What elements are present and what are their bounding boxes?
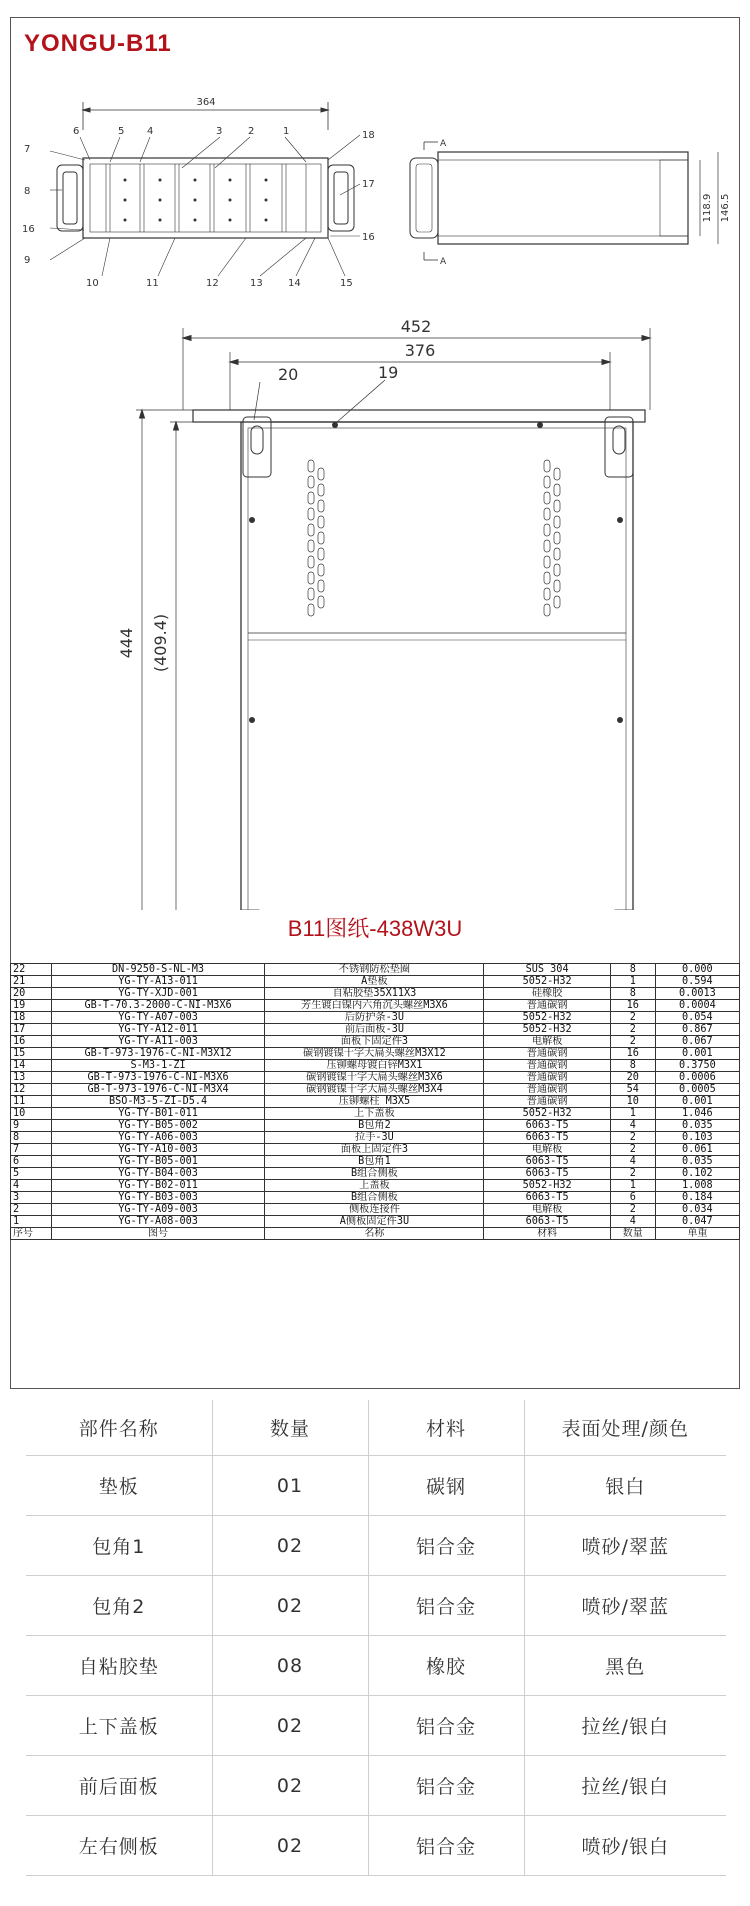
bom-header-weight: 单重	[655, 1228, 739, 1240]
bom-cell-code: YG-TY-XJD-001	[51, 988, 265, 1000]
spec-row	[26, 1456, 726, 1516]
bom-cell-qty: 1	[610, 1108, 655, 1120]
bom-row	[11, 1048, 740, 1060]
balloon-4: 4	[147, 126, 154, 137]
bom-cell-code: YG-TY-B04-003	[51, 1168, 265, 1180]
balloon-12: 12	[206, 278, 219, 289]
bom-cell-weight: 0.184	[655, 1192, 739, 1204]
bom-cell-no: 3	[11, 1192, 52, 1204]
spec-cell-qty: 08	[212, 1636, 368, 1696]
spec-cell-part: 前后面板	[26, 1756, 212, 1816]
bom-cell-qty: 1	[610, 976, 655, 988]
bom-cell-code: GB-T-973-1976-C-NI-M3X6	[51, 1072, 265, 1084]
bom-cell-material: 5052-H32	[484, 1108, 610, 1120]
balloon-6: 6	[73, 126, 80, 137]
bom-cell-qty: 2	[610, 1144, 655, 1156]
bom-cell-code: YG-TY-A12-011	[51, 1024, 265, 1036]
bom-cell-name: 压铆螺柱 M3X5	[265, 1096, 484, 1108]
bom-row	[11, 1204, 740, 1216]
bom-cell-qty: 10	[610, 1096, 655, 1108]
bom-cell-weight: 0.034	[655, 1204, 739, 1216]
spec-cell-qty: 01	[212, 1456, 368, 1516]
bom-cell-material: 6063-T5	[484, 1132, 610, 1144]
dim-outer-width: 452	[400, 317, 432, 336]
bom-cell-weight: 0.035	[655, 1156, 739, 1168]
bom-cell-weight: 0.0005	[655, 1084, 739, 1096]
bom-cell-qty: 20	[610, 1072, 655, 1084]
plan-view	[117, 317, 682, 910]
bom-cell-code: GB-T-973-1976-C-NI-M3X4	[51, 1084, 265, 1096]
spec-row	[26, 1696, 726, 1756]
bom-cell-qty: 54	[610, 1084, 655, 1096]
bom-header-qty: 数量	[610, 1228, 655, 1240]
bom-cell-code: YG-TY-B01-011	[51, 1108, 265, 1120]
top-view	[22, 97, 375, 289]
bom-cell-material: 6063-T5	[484, 1120, 610, 1132]
bom-row	[11, 1036, 740, 1048]
bom-row	[11, 1108, 740, 1120]
bom-cell-qty: 16	[610, 1000, 655, 1012]
bom-cell-no: 16	[11, 1036, 52, 1048]
bom-cell-weight: 0.035	[655, 1120, 739, 1132]
bom-cell-material: 6063-T5	[484, 1192, 610, 1204]
bom-header-name: 名称	[265, 1228, 484, 1240]
bom-row	[11, 1012, 740, 1024]
bom-cell-name: 不锈钢防松垫圈	[265, 964, 484, 976]
bom-cell-code: YG-TY-A10-003	[51, 1144, 265, 1156]
bom-cell-no: 5	[11, 1168, 52, 1180]
spec-cell-finish: 拉丝/银白	[524, 1696, 726, 1756]
bom-cell-no: 11	[11, 1096, 52, 1108]
bom-cell-no: 2	[11, 1204, 52, 1216]
drawing-caption: B11图纸-438W3U	[287, 916, 463, 941]
balloon-13: 13	[250, 278, 263, 289]
balloon-11: 11	[146, 278, 159, 289]
bom-cell-qty: 2	[610, 1036, 655, 1048]
bom-cell-material: 5052-H32	[484, 1024, 610, 1036]
bom-cell-material: 普通碳钢	[484, 1096, 610, 1108]
bom-cell-no: 18	[11, 1012, 52, 1024]
bom-cell-no: 4	[11, 1180, 52, 1192]
spec-cell-finish: 喷砂/翠蓝	[524, 1576, 726, 1636]
spec-cell-finish: 拉丝/银白	[524, 1756, 726, 1816]
balloon-2: 2	[248, 126, 255, 137]
bom-cell-weight: 0.0013	[655, 988, 739, 1000]
bom-cell-no: 9	[11, 1120, 52, 1132]
balloon-16b: 16	[362, 232, 375, 243]
spec-cell-material: 铝合金	[368, 1756, 524, 1816]
section-mark-top: A	[440, 139, 447, 149]
bom-cell-name: 碳钢镀镍十字大扁头螺丝M3X6	[265, 1072, 484, 1084]
spec-cell-part: 垫板	[26, 1456, 212, 1516]
bom-row	[11, 1096, 740, 1108]
spec-cell-part: 包角2	[26, 1576, 212, 1636]
spec-cell-qty: 02	[212, 1516, 368, 1576]
bom-cell-no: 21	[11, 976, 52, 988]
bom-cell-material: 普通碳钢	[484, 1072, 610, 1084]
bom-cell-qty: 2	[610, 1168, 655, 1180]
bom-cell-weight: 0.0006	[655, 1072, 739, 1084]
bom-cell-code: YG-TY-A11-003	[51, 1036, 265, 1048]
bom-cell-material: 5052-H32	[484, 976, 610, 988]
bom-row	[11, 964, 740, 976]
spec-header-qty: 数量	[212, 1400, 368, 1456]
spec-cell-material: 铝合金	[368, 1576, 524, 1636]
spec-cell-material: 碳钢	[368, 1456, 524, 1516]
spec-cell-finish: 喷砂/银白	[524, 1816, 726, 1876]
bom-row	[11, 988, 740, 1000]
spec-header-material: 材料	[368, 1400, 524, 1456]
bom-cell-weight: 0.000	[655, 964, 739, 976]
dim-side-height-b: 146.5	[720, 193, 731, 223]
bom-row	[11, 1216, 740, 1228]
bom-cell-name: 芳生镀白镍内六角沉头螺丝M3X6	[265, 1000, 484, 1012]
bom-cell-qty: 8	[610, 1060, 655, 1072]
bom-cell-material: 6063-T5	[484, 1156, 610, 1168]
balloon-15: 15	[340, 278, 353, 289]
bom-cell-material: 6063-T5	[484, 1216, 610, 1228]
bom-cell-no: 7	[11, 1144, 52, 1156]
bom-cell-name: 前后面板-3U	[265, 1024, 484, 1036]
bom-cell-no: 22	[11, 964, 52, 976]
bom-cell-code: YG-TY-A09-003	[51, 1204, 265, 1216]
spec-cell-part: 左右侧板	[26, 1816, 212, 1876]
bom-cell-name: A垫板	[265, 976, 484, 988]
bom-cell-material: 普通碳钢	[484, 1048, 610, 1060]
balloon-16a: 16	[22, 224, 35, 235]
bom-cell-code: GB-T-70.3-2000-C-NI-M3X6	[51, 1000, 265, 1012]
bom-cell-code: S-M3-1-ZI	[51, 1060, 265, 1072]
side-view	[410, 139, 731, 267]
spec-header-finish: 表面处理/颜色	[524, 1400, 726, 1456]
bom-cell-material: 普通碳钢	[484, 1000, 610, 1012]
balloon-10: 10	[86, 278, 99, 289]
bom-cell-name: 面板上固定件3	[265, 1144, 484, 1156]
bom-cell-name: 侧板连接件	[265, 1204, 484, 1216]
bom-row	[11, 1132, 740, 1144]
bom-header-no: 序号	[11, 1228, 52, 1240]
bom-cell-weight: 0.0004	[655, 1000, 739, 1012]
balloon-14: 14	[288, 278, 301, 289]
bom-cell-material: 硅橡胶	[484, 988, 610, 1000]
bom-header-material: 材料	[484, 1228, 610, 1240]
bom-cell-weight: 0.067	[655, 1036, 739, 1048]
spec-cell-qty: 02	[212, 1756, 368, 1816]
bom-cell-no: 19	[11, 1000, 52, 1012]
bom-cell-qty: 4	[610, 1216, 655, 1228]
vent-slots-right	[544, 460, 560, 616]
bom-cell-qty: 6	[610, 1192, 655, 1204]
bom-cell-weight: 0.103	[655, 1132, 739, 1144]
bom-cell-qty: 2	[610, 1204, 655, 1216]
bom-cell-code: YG-TY-B02-011	[51, 1180, 265, 1192]
spec-cell-qty: 02	[212, 1696, 368, 1756]
parts-list-table	[10, 963, 740, 1240]
bom-row	[11, 1180, 740, 1192]
balloon-7: 7	[24, 144, 31, 155]
bom-cell-name: 压铆螺母镀白锌M3X1	[265, 1060, 484, 1072]
spec-cell-qty: 02	[212, 1816, 368, 1876]
spec-cell-finish: 银白	[524, 1456, 726, 1516]
bom-cell-name: 自粘胶垫35X11X3	[265, 988, 484, 1000]
spec-row	[26, 1756, 726, 1816]
spec-cell-material: 橡胶	[368, 1636, 524, 1696]
bom-cell-no: 13	[11, 1072, 52, 1084]
spec-cell-part: 上下盖板	[26, 1696, 212, 1756]
bom-cell-code: YG-TY-A06-003	[51, 1132, 265, 1144]
bom-cell-no: 10	[11, 1108, 52, 1120]
spec-row	[26, 1636, 726, 1696]
balloon-19: 19	[378, 363, 399, 382]
bom-row	[11, 976, 740, 988]
bom-cell-code: YG-TY-B03-003	[51, 1192, 265, 1204]
spec-row	[26, 1516, 726, 1576]
bom-cell-material: SUS 304	[484, 964, 610, 976]
bom-cell-weight: 1.046	[655, 1108, 739, 1120]
bom-header-code: 图号	[51, 1228, 265, 1240]
spec-cell-qty: 02	[212, 1576, 368, 1636]
bom-cell-no: 15	[11, 1048, 52, 1060]
bom-cell-name: B组合侧板	[265, 1192, 484, 1204]
spec-cell-finish: 喷砂/翠蓝	[524, 1516, 726, 1576]
bom-row	[11, 1144, 740, 1156]
bom-cell-code: YG-TY-B05-001	[51, 1156, 265, 1168]
bom-cell-material: 5052-H32	[484, 1012, 610, 1024]
bom-cell-code: DN-9250-S-NL-M3	[51, 964, 265, 976]
bom-cell-name: B包角2	[265, 1120, 484, 1132]
bom-cell-no: 12	[11, 1084, 52, 1096]
bom-cell-weight: 0.594	[655, 976, 739, 988]
bom-cell-code: GB-T-973-1976-C-NI-M3X12	[51, 1048, 265, 1060]
bom-cell-material: 电解板	[484, 1204, 610, 1216]
bom-cell-qty: 2	[610, 1024, 655, 1036]
brand-title: YONGU-B11	[24, 30, 172, 57]
spec-header-row	[26, 1400, 726, 1456]
spec-cell-material: 铝合金	[368, 1816, 524, 1876]
bom-cell-weight: 0.001	[655, 1096, 739, 1108]
bom-cell-qty: 8	[610, 988, 655, 1000]
bom-row	[11, 1060, 740, 1072]
balloon-9: 9	[24, 255, 31, 266]
balloon-5: 5	[118, 126, 125, 137]
bom-cell-no: 17	[11, 1024, 52, 1036]
bom-cell-no: 6	[11, 1156, 52, 1168]
bom-cell-material: 电解板	[484, 1144, 610, 1156]
bom-cell-weight: 0.102	[655, 1168, 739, 1180]
bom-cell-qty: 4	[610, 1156, 655, 1168]
balloon-20: 20	[278, 365, 299, 384]
balloon-18: 18	[362, 130, 375, 141]
bom-cell-weight: 0.054	[655, 1012, 739, 1024]
bom-cell-weight: 0.3750	[655, 1060, 739, 1072]
bom-cell-weight: 0.867	[655, 1024, 739, 1036]
spec-row	[26, 1576, 726, 1636]
vent-slots-left	[308, 460, 324, 616]
bom-cell-qty: 1	[610, 1180, 655, 1192]
bom-cell-name: 拉手-3U	[265, 1132, 484, 1144]
bom-cell-qty: 16	[610, 1048, 655, 1060]
bom-cell-material: 电解板	[484, 1036, 610, 1048]
bom-cell-material: 6063-T5	[484, 1168, 610, 1180]
bom-cell-qty: 2	[610, 1132, 655, 1144]
balloon-1: 1	[283, 126, 290, 137]
bom-row	[11, 1120, 740, 1132]
dim-side-height-a: 118.9	[702, 193, 713, 223]
bom-cell-name: B包角1	[265, 1156, 484, 1168]
bom-cell-qty: 8	[610, 964, 655, 976]
bom-cell-name: B组合侧板	[265, 1168, 484, 1180]
bom-cell-no: 8	[11, 1132, 52, 1144]
bom-cell-name: 上盖板	[265, 1180, 484, 1192]
bom-header-row	[11, 1228, 740, 1240]
bom-cell-weight: 0.047	[655, 1216, 739, 1228]
balloon-8: 8	[24, 186, 31, 197]
bom-row	[11, 1072, 740, 1084]
bom-cell-code: BSO-M3-5-ZI-D5.4	[51, 1096, 265, 1108]
bom-row	[11, 1192, 740, 1204]
bom-cell-material: 普通碳钢	[484, 1084, 610, 1096]
bom-row	[11, 1084, 740, 1096]
bom-cell-code: YG-TY-A13-011	[51, 976, 265, 988]
bom-row	[11, 1168, 740, 1180]
bom-cell-material: 普通碳钢	[484, 1060, 610, 1072]
bom-cell-no: 1	[11, 1216, 52, 1228]
section-mark-bottom: A	[440, 257, 447, 267]
bom-cell-qty: 4	[610, 1120, 655, 1132]
dim-inner-depth: (409.4)	[151, 613, 170, 673]
bom-cell-no: 14	[11, 1060, 52, 1072]
bom-cell-code: YG-TY-A07-003	[51, 1012, 265, 1024]
spec-cell-material: 铝合金	[368, 1516, 524, 1576]
bom-cell-material: 5052-H32	[484, 1180, 610, 1192]
bom-cell-name: A侧板固定件3U	[265, 1216, 484, 1228]
spec-cell-part: 包角1	[26, 1516, 212, 1576]
balloon-17: 17	[362, 179, 375, 190]
component-spec-table	[26, 1400, 726, 1876]
spec-cell-material: 铝合金	[368, 1696, 524, 1756]
bom-cell-qty: 2	[610, 1012, 655, 1024]
bom-cell-code: YG-TY-B05-002	[51, 1120, 265, 1132]
bom-row	[11, 1156, 740, 1168]
technical-drawing	[10, 80, 740, 910]
bom-cell-name: 后防护条-3U	[265, 1012, 484, 1024]
bom-row	[11, 1000, 740, 1012]
bom-cell-code: YG-TY-A08-003	[51, 1216, 265, 1228]
bom-cell-weight: 0.061	[655, 1144, 739, 1156]
bom-row	[11, 1024, 740, 1036]
dim-total-depth: 444	[117, 627, 136, 659]
balloon-3: 3	[216, 126, 223, 137]
bom-cell-no: 20	[11, 988, 52, 1000]
spec-cell-finish: 黑色	[524, 1636, 726, 1696]
spec-cell-part: 自粘胶垫	[26, 1636, 212, 1696]
bom-cell-name: 上下盖板	[265, 1108, 484, 1120]
bom-cell-name: 碳钢镀镍十字大扁头螺丝M3X12	[265, 1048, 484, 1060]
bom-cell-weight: 0.001	[655, 1048, 739, 1060]
bom-cell-weight: 1.008	[655, 1180, 739, 1192]
spec-row	[26, 1816, 726, 1876]
spec-header-part: 部件名称	[26, 1400, 212, 1456]
dim-top-width: 364	[196, 97, 216, 108]
bom-cell-name: 面板下固定件3	[265, 1036, 484, 1048]
dim-inner-width: 376	[404, 341, 436, 360]
bom-cell-name: 碳钢镀镍十字大扁头螺丝M3X4	[265, 1084, 484, 1096]
